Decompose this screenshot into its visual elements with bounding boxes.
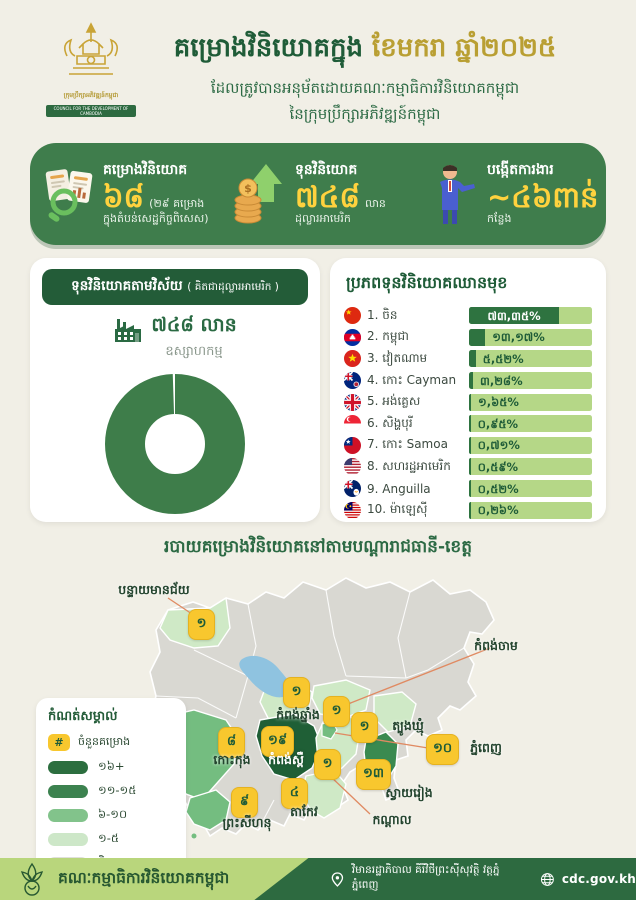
businessman-icon bbox=[424, 162, 480, 226]
legend-title: កំណត់សម្គាល់ bbox=[48, 709, 118, 724]
source-label: 10. ម៉ាឡេស៊ី bbox=[367, 502, 428, 517]
stat-projects-note1: (២៩ គម្រោង bbox=[149, 196, 205, 210]
flag-china-icon bbox=[344, 307, 361, 324]
header bbox=[150, 32, 580, 127]
page-subtitle bbox=[150, 75, 580, 128]
flag-uk-icon bbox=[344, 394, 361, 411]
label-kampong-chhnang: កំពង់ឆ្នាំង bbox=[276, 707, 320, 722]
source-row-cambodia bbox=[344, 327, 592, 349]
page-title-period: ខែមករា ឆ្នាំ២០២៥ bbox=[372, 33, 557, 63]
stat-capital-note: ដុល្លារអាមេរិក bbox=[295, 212, 351, 226]
source-bar bbox=[469, 307, 592, 324]
flag-malaysia-icon bbox=[344, 502, 361, 519]
page-title-main: គម្រោងវិនិយោគក្នុង bbox=[173, 33, 363, 63]
stat-jobs-value: ~៤៦ពាន់ bbox=[487, 179, 599, 214]
subtitle-line2: នៃក្រុមប្រឹក្សាអភិវឌ្ឍន៍កម្ពុជា bbox=[289, 104, 441, 123]
legend-swatch bbox=[48, 785, 88, 798]
island bbox=[192, 834, 197, 839]
legend-bin-label: ១-៥ bbox=[98, 831, 119, 845]
stat-capital-label: ទុនវិនិយោគ bbox=[295, 161, 358, 178]
sector-panel-header bbox=[42, 269, 308, 305]
source-percent: ០,៥៩% bbox=[477, 459, 519, 474]
source-bar bbox=[469, 415, 592, 432]
badge-banteay-meanchey[interactable]: ១ bbox=[188, 609, 215, 640]
badge-preah-sihanouk[interactable]: ៩ bbox=[231, 787, 258, 818]
sector-panel-title: ទុនវិនិយោគតាមវិស័យ bbox=[71, 278, 183, 294]
label-preah-sihanouk: ព្រះសីហនុ bbox=[222, 815, 272, 830]
sources-panel bbox=[330, 258, 606, 522]
source-row-vietnam bbox=[344, 348, 592, 370]
stat-projects-value: ៦៨ bbox=[103, 179, 145, 214]
source-row-cayman bbox=[344, 370, 592, 392]
stat-jobs-note: កន្លែង bbox=[487, 212, 512, 226]
sector-amount: ៧៤៨ លាន bbox=[151, 314, 237, 336]
source-percent: ០,៥២% bbox=[477, 481, 519, 496]
legend-count-badge: # bbox=[48, 734, 70, 751]
source-label: 6. សិង្ហបុរី bbox=[367, 415, 413, 430]
source-bar bbox=[469, 437, 592, 454]
legend-bin-label: ៦-១០ bbox=[98, 807, 128, 821]
source-bar bbox=[469, 480, 592, 497]
source-label: 8. សហរដ្ឋអាមេរិក bbox=[367, 458, 451, 473]
stats-banner bbox=[30, 143, 606, 245]
documents-magnifier-icon bbox=[40, 162, 96, 226]
legend-bin-label: ១១-១៥ bbox=[98, 783, 137, 797]
source-label: 4. កោះ Cayman bbox=[367, 372, 457, 387]
location-pin-icon bbox=[330, 872, 345, 887]
source-percent: ៣,២៨% bbox=[480, 373, 523, 388]
badge-svay-rieng[interactable]: ១៣ bbox=[356, 759, 391, 790]
label-koh-kong: កោះកុង bbox=[213, 752, 251, 767]
source-percent: ៥,៥២% bbox=[482, 351, 524, 366]
source-row-singapore bbox=[344, 413, 592, 435]
legend-swatch bbox=[48, 809, 88, 822]
label-kampong-cham: កំពង់ចាម bbox=[474, 638, 518, 653]
source-bar bbox=[469, 329, 592, 346]
logo-caption-en: COUNCIL FOR THE DEVELOPMENT OF CAMBODIA bbox=[46, 105, 136, 117]
subtitle-line1: ដែលត្រូវបានអនុម័តដោយគណៈកម្មាធិការវិនិយោគកម្ពុជា bbox=[210, 78, 520, 97]
source-bar bbox=[469, 372, 592, 389]
source-label: 3. វៀតណាម bbox=[367, 350, 428, 365]
label-kandal: កណ្ដាល bbox=[372, 812, 412, 827]
badge-kampong-cham[interactable]: ១ bbox=[323, 696, 350, 727]
source-row-anguilla bbox=[344, 478, 592, 500]
stat-jobs-label: បង្កើតការងារ bbox=[487, 161, 554, 178]
flag-anguilla-icon bbox=[344, 480, 361, 497]
source-row-usa bbox=[344, 456, 592, 478]
stat-projects-label: គម្រោងវិនិយោគ bbox=[103, 161, 188, 178]
source-label: 5. អង់គ្លេស bbox=[367, 394, 421, 409]
flag-samoa-icon bbox=[344, 437, 361, 454]
stat-capital bbox=[222, 143, 414, 245]
source-bar bbox=[469, 458, 592, 475]
legend-bin-label: ១៦+ bbox=[98, 759, 125, 773]
label-tboung-khmum: ត្បូងឃ្មុំ bbox=[392, 718, 424, 733]
legend-bin-16plus bbox=[48, 759, 174, 776]
source-row-malaysia bbox=[344, 499, 592, 521]
sector-panel-title-note: ( គិតជាដុល្លារអាមេរិក ) bbox=[187, 281, 279, 293]
source-bar bbox=[469, 502, 592, 519]
legend-bin-1-5 bbox=[48, 831, 174, 848]
royal-arms-icon bbox=[53, 22, 129, 88]
source-bar bbox=[469, 394, 592, 411]
source-label: 7. កោះ Samoa bbox=[367, 437, 448, 452]
stat-capital-unit: លាន bbox=[364, 196, 386, 210]
source-percent: ១៣,១៧% bbox=[492, 330, 545, 345]
sector-donut-chart bbox=[99, 368, 251, 520]
map-legend bbox=[36, 698, 186, 884]
footer-address: វិមានរដ្ឋាភិបាល គីរីវិថីព្រះស៊ីសុវត្ថិ វត្តភ្នំ ភ្នំពេញ bbox=[351, 864, 500, 891]
globe-icon bbox=[540, 872, 555, 887]
legend-bin-11-15 bbox=[48, 783, 174, 800]
sources-panel-title: ប្រភពទុនវិនិយោគឈានមុខ bbox=[346, 273, 508, 292]
flag-cambodia-icon bbox=[344, 329, 361, 346]
badge-tboung-khmum[interactable]: ១ bbox=[351, 712, 378, 743]
legend-count-label: ចំនួនគម្រោង bbox=[78, 734, 131, 748]
flag-cayman-icon bbox=[344, 372, 361, 389]
source-row-uk bbox=[344, 391, 592, 413]
stat-projects-note2: ក្នុងតំបន់សេដ្ឋកិច្ចពិសេស) bbox=[103, 212, 209, 226]
source-row-china bbox=[344, 305, 592, 327]
label-kampong-speu: កំពង់ស្ពឺ bbox=[268, 752, 304, 767]
source-percent: ០,៩៥% bbox=[477, 416, 519, 431]
footer bbox=[0, 858, 636, 900]
legend-bin-6-10 bbox=[48, 807, 174, 824]
stat-projects bbox=[30, 143, 222, 245]
sector-panel bbox=[30, 258, 320, 522]
svg-text:$: $ bbox=[244, 182, 252, 195]
stat-capital-value: ៧៤៨ bbox=[295, 179, 360, 214]
cdc-logo bbox=[46, 22, 136, 119]
source-row-samoa bbox=[344, 435, 592, 457]
badge-kampong-speu[interactable]: ១៩ bbox=[261, 726, 294, 757]
source-percent: ៧៣,៣៥% bbox=[487, 308, 541, 323]
source-percent: ០,៧១% bbox=[477, 438, 520, 453]
badge-kampong-chhnang[interactable]: ១ bbox=[283, 677, 310, 708]
label-svay-rieng: ស្វាយរៀង bbox=[385, 785, 433, 800]
footer-org-name: គណៈកម្មាធិការវិនិយោគកម្ពុជា bbox=[58, 868, 230, 887]
label-banteay-meanchey: បន្ទាយមានជ័យ bbox=[118, 582, 190, 597]
coins-arrow-icon bbox=[232, 162, 288, 226]
source-bar bbox=[469, 350, 592, 367]
label-phnom-penh: ភ្នំពេញ bbox=[470, 740, 502, 755]
source-label: 2. កម្ពុជា bbox=[367, 329, 409, 344]
badge-koh-kong[interactable]: ៨ bbox=[218, 727, 245, 758]
source-percent: ១,៦៥% bbox=[478, 395, 519, 410]
flag-usa-icon bbox=[344, 458, 361, 475]
stat-jobs bbox=[414, 143, 606, 245]
map-section-title: របាយគម្រោងវិនិយោគនៅតាមបណ្ដារាជធានី-ខេត្ត bbox=[163, 537, 473, 557]
page-title bbox=[150, 32, 580, 65]
lotus-icon bbox=[16, 862, 48, 896]
badge-takeo[interactable]: ៤ bbox=[281, 778, 308, 809]
legend-swatch bbox=[48, 833, 88, 846]
badge-kandal[interactable]: ១ bbox=[314, 749, 341, 780]
source-label: 9. Anguilla bbox=[367, 481, 431, 496]
factory-icon bbox=[113, 315, 143, 345]
sector-name: ឧស្សាហកម្ម bbox=[165, 344, 223, 359]
footer-website-link[interactable]: cdc.gov.kh bbox=[561, 872, 636, 886]
legend-swatch bbox=[48, 761, 88, 774]
label-takeo: តាកែវ bbox=[290, 804, 318, 819]
badge-phnom-penh[interactable]: ១០ bbox=[426, 734, 459, 765]
flag-vietnam-icon bbox=[344, 350, 361, 367]
source-label: 1. ចិន bbox=[367, 307, 398, 322]
source-percent: ០,២៦% bbox=[477, 503, 519, 518]
flag-singapore-icon bbox=[344, 415, 361, 432]
logo-caption: ក្រុមប្រឹក្សាអភិវឌ្ឍន៍កម្ពុជា bbox=[63, 92, 119, 99]
